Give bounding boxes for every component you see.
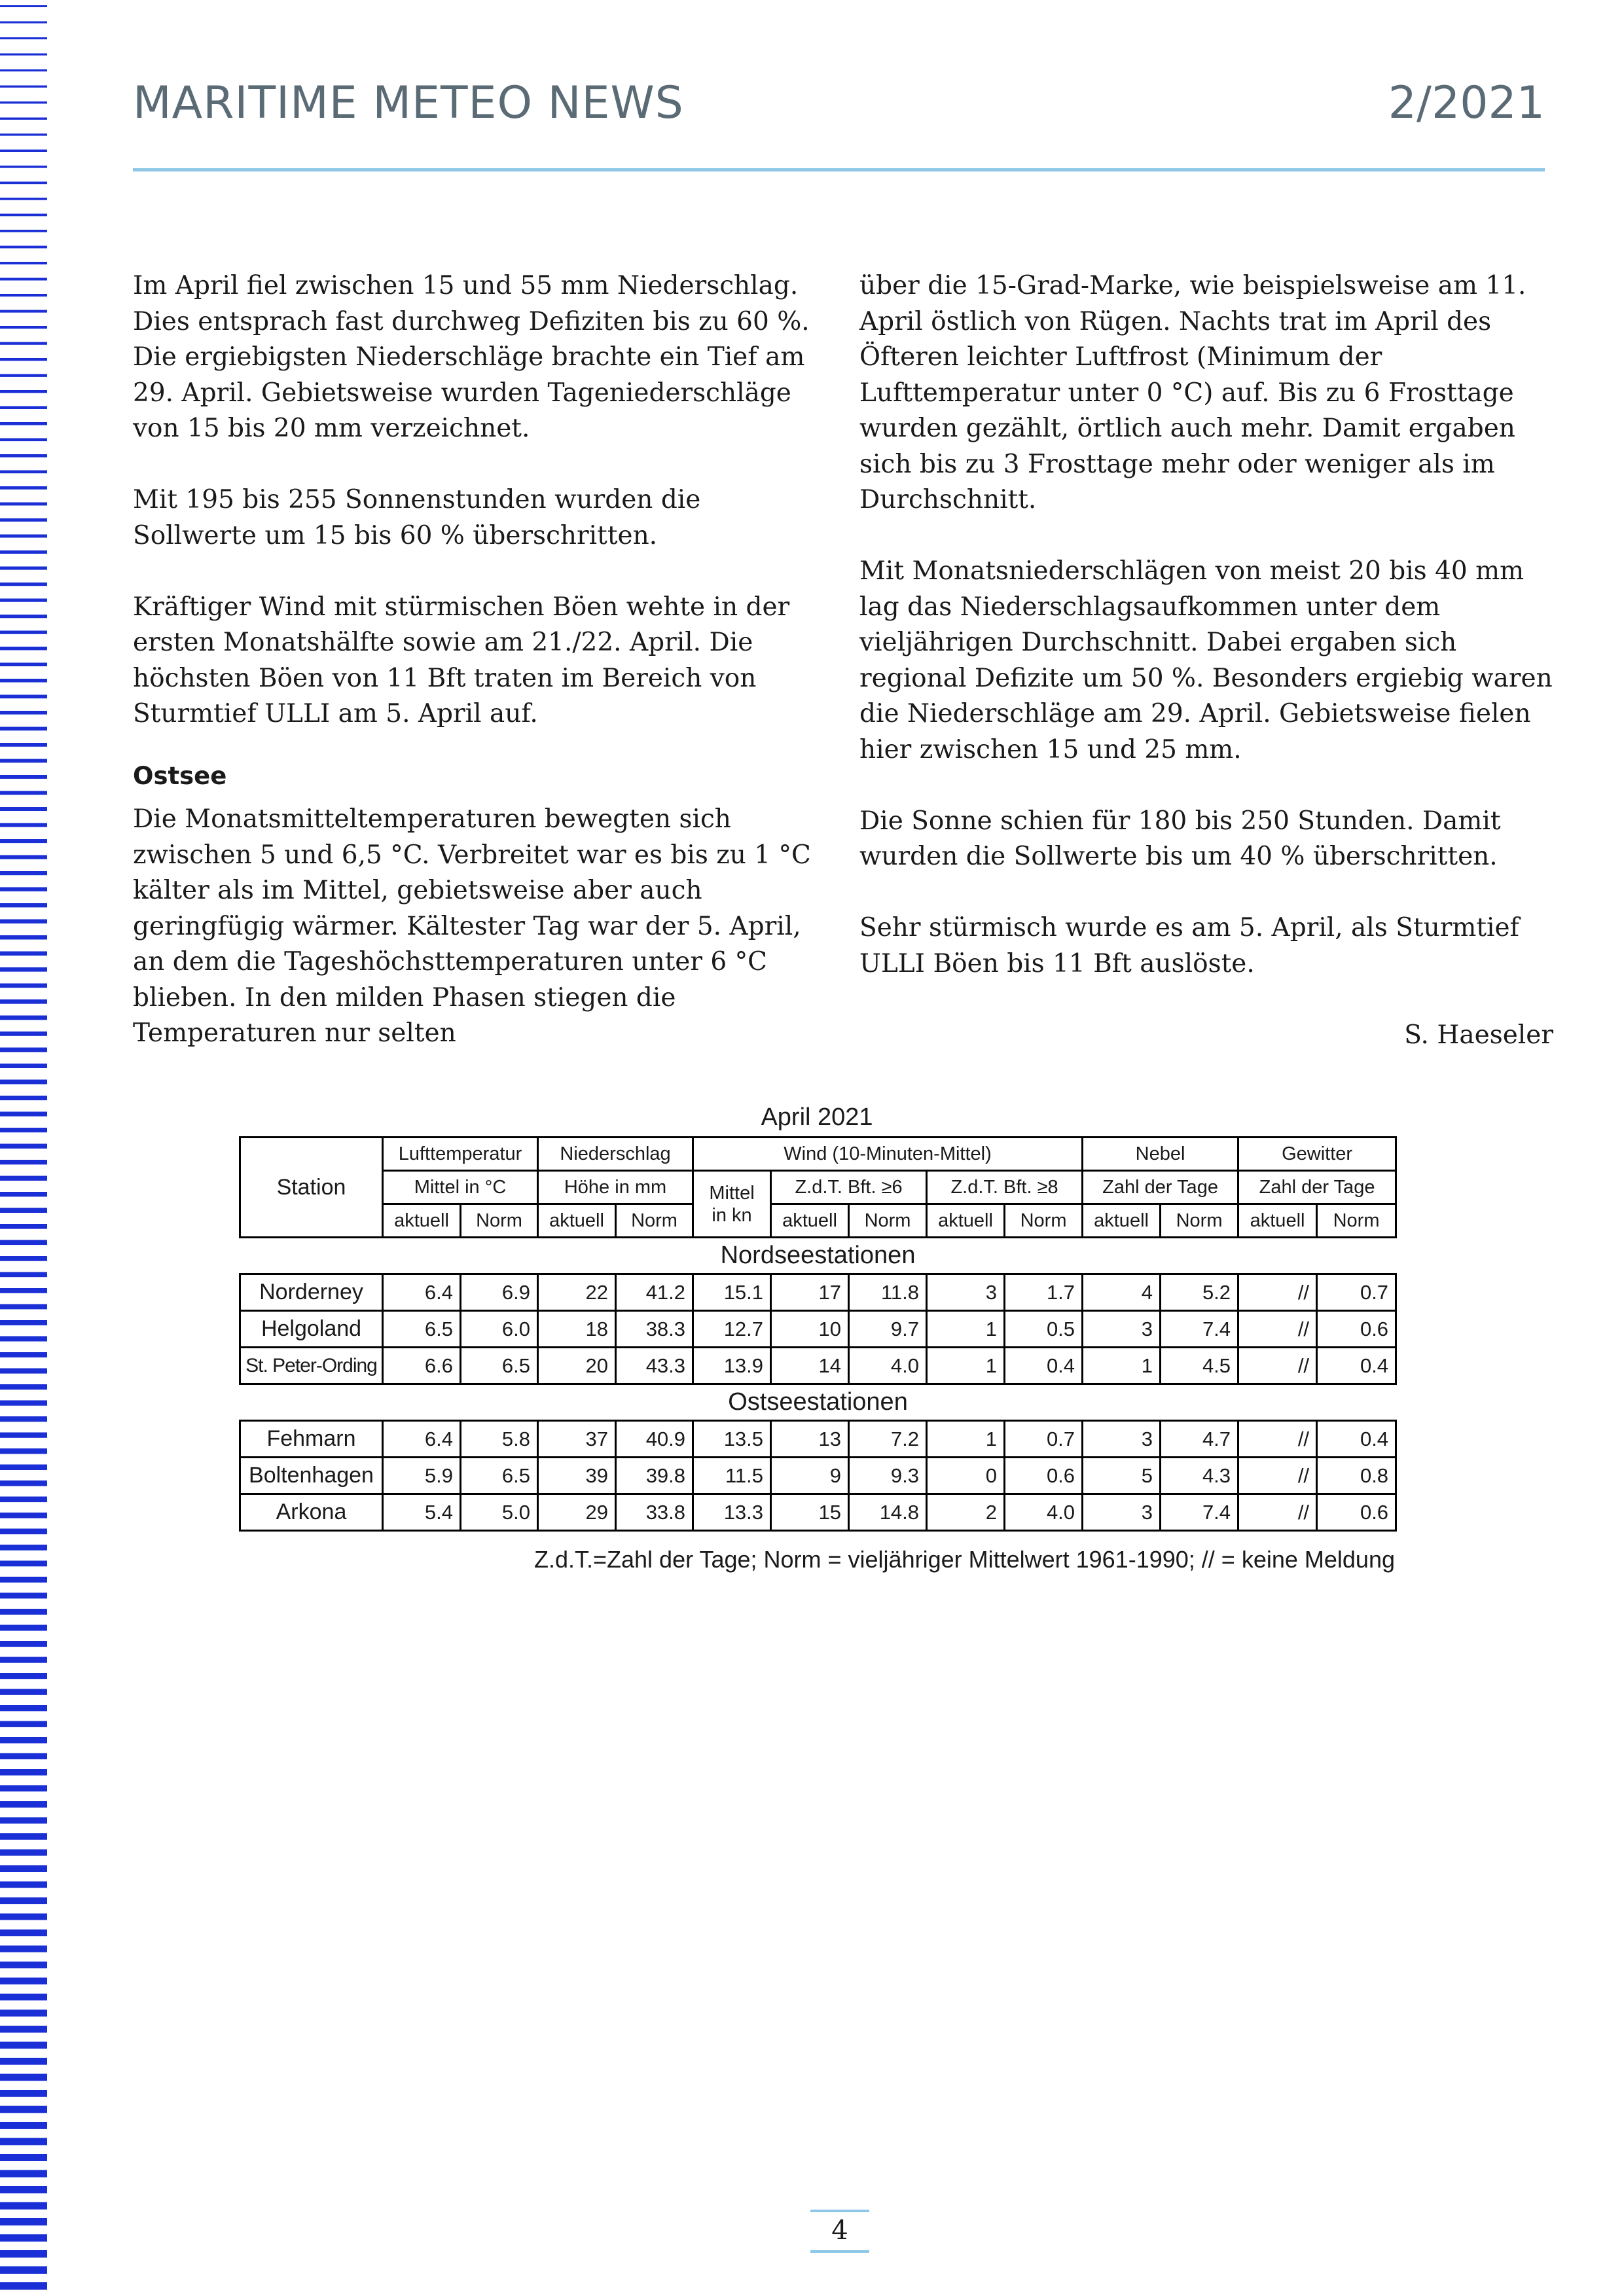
stripe-bar — [0, 903, 47, 907]
stripe-bar — [0, 2234, 47, 2242]
table-footnote: Z.d.T.=Zahl der Tage; Norm = vieljähriger Mittelwert 1961-1990; // = keine Meldung — [533, 1546, 1395, 1573]
author: S. Haeseler — [1404, 1020, 1553, 1050]
value-cell: 11.8 — [849, 1274, 927, 1311]
value-cell: 0.6 — [1005, 1458, 1083, 1494]
stripe-bar — [0, 278, 47, 281]
stripe-bar — [0, 1064, 47, 1068]
value-cell: 4 — [1083, 1274, 1161, 1311]
weather-table-block — [239, 1098, 1395, 1573]
stripe-bar — [0, 759, 47, 763]
table-row — [240, 1274, 1396, 1311]
stripe-bar — [0, 1080, 47, 1085]
header-mittel-c: Mittel in °C — [383, 1171, 538, 1204]
value-cell: 14.8 — [849, 1494, 927, 1531]
stripe-bar — [0, 118, 47, 120]
stripe-bar — [0, 2250, 47, 2257]
value-cell: 17 — [771, 1274, 849, 1311]
stripe-bar — [0, 374, 47, 377]
value-cell: // — [1238, 1348, 1317, 1384]
value-cell: 10 — [771, 1311, 849, 1348]
value-cell: 0.7 — [1317, 1274, 1396, 1311]
header-station: Station — [240, 1138, 383, 1238]
value-cell: 6.5 — [461, 1458, 538, 1494]
stripe-bar — [0, 1897, 47, 1904]
header-wind: Wind (10-Minuten-Mittel) — [693, 1138, 1083, 1171]
stripe-bar — [0, 54, 47, 56]
value-cell: 6.5 — [461, 1348, 538, 1384]
paragraph: Die Sonne schien für 180 bis 250 Stunden. Damit wurden die Sollwerte bis um 40 % überschritten. — [859, 806, 1501, 871]
stripe-bar — [0, 952, 47, 956]
stripe-bar — [0, 406, 47, 410]
value-cell: 0.7 — [1005, 1421, 1083, 1458]
stripe-bar — [0, 342, 47, 345]
header-zahl-gewitter: Zahl der Tage — [1238, 1171, 1396, 1204]
value-cell: 20 — [538, 1348, 616, 1384]
header-norm: Norm — [616, 1204, 693, 1238]
table-caption: April 2021 — [761, 1103, 873, 1131]
value-cell: 5 — [1083, 1458, 1161, 1494]
stripe-bar — [0, 166, 47, 168]
value-cell: 0.6 — [1317, 1494, 1396, 1531]
page-number — [810, 2212, 869, 2249]
paragraph: Sehr stürmisch wurde es am 5. April, als Sturmtief ULLI Böen bis 11 Bft auslöste. — [859, 913, 1519, 978]
value-cell: // — [1238, 1421, 1317, 1458]
stripe-bar — [0, 1561, 47, 1567]
header-hoehe: Höhe in mm — [538, 1171, 693, 1204]
value-cell: 6.5 — [383, 1311, 461, 1348]
header-rule — [133, 168, 1545, 171]
value-cell: 7.2 — [849, 1421, 927, 1458]
stripe-bar — [0, 1850, 47, 1856]
ostsee-rows — [240, 1421, 1396, 1531]
header-norm: Norm — [461, 1204, 538, 1238]
nordsee-rows — [240, 1274, 1396, 1384]
station-name-cell: Helgoland — [240, 1311, 383, 1348]
stripe-bar — [0, 1705, 47, 1711]
stripe-bar — [0, 535, 47, 538]
header-aktuell: aktuell — [538, 1204, 616, 1238]
stripe-bar — [0, 1818, 47, 1824]
value-cell: 4.0 — [1005, 1494, 1083, 1531]
stripe-bar — [0, 615, 47, 618]
value-cell: 38.3 — [616, 1311, 693, 1348]
header-norm: Norm — [1005, 1204, 1083, 1238]
stripe-bar — [0, 1657, 47, 1663]
station-name-cell: Fehmarn — [240, 1421, 383, 1458]
value-cell: 6.9 — [461, 1274, 538, 1311]
stripe-bar — [0, 1480, 47, 1486]
stripe-bar — [0, 1753, 47, 1760]
value-cell: 3 — [1083, 1421, 1161, 1458]
stripe-bar — [0, 599, 47, 602]
stripe-bar — [0, 150, 47, 152]
header-nebel: Nebel — [1083, 1138, 1238, 1171]
value-cell: 7.4 — [1161, 1311, 1238, 1348]
stripe-bar — [0, 935, 47, 940]
stripe-bar — [0, 567, 47, 570]
stripe-bar — [0, 1240, 47, 1246]
value-cell: 22 — [538, 1274, 616, 1311]
value-cell: 13.3 — [693, 1494, 771, 1531]
stripe-bar — [0, 439, 47, 442]
stripe-bar — [0, 1112, 47, 1117]
stripe-bar — [0, 1882, 47, 1888]
value-cell: 29 — [538, 1494, 616, 1531]
header-lufttemperatur: Lufttemperatur — [383, 1138, 538, 1171]
value-cell: 0.4 — [1317, 1421, 1396, 1458]
stripe-bar — [0, 1865, 47, 1872]
value-cell: 4.5 — [1161, 1348, 1238, 1384]
stripe-bar — [0, 1448, 47, 1454]
stripe-bar — [0, 422, 47, 425]
value-cell: 0.8 — [1317, 1458, 1396, 1494]
header-aktuell: aktuell — [927, 1204, 1005, 1238]
right-column — [859, 268, 1553, 1089]
stripe-bar — [0, 1320, 47, 1325]
header-zdt6: Z.d.T. Bft. ≥6 — [771, 1171, 927, 1204]
weather-table — [239, 1136, 1397, 1532]
section-row-nord — [240, 1238, 1396, 1274]
station-name-cell: Norderney — [240, 1274, 383, 1311]
stripe-bar — [0, 294, 47, 296]
header-aktuell: aktuell — [1238, 1204, 1317, 1238]
paragraph: Kräftiger Wind mit stürmischen Böen wehte in der ersten Monatshälfte sowie am 21./22. April. Die höchsten Böen von 11 Bft traten im Bereich von Sturmtief ULLI am 5. April auf. — [133, 592, 790, 728]
stripe-bar — [0, 839, 47, 843]
stripe-bar — [0, 1593, 47, 1599]
stripe-bar — [0, 310, 47, 313]
stripe-bar — [0, 37, 47, 39]
value-cell: 6.4 — [383, 1421, 461, 1458]
value-cell: 41.2 — [616, 1274, 693, 1311]
value-cell: 37 — [538, 1421, 616, 1458]
value-cell: 4.7 — [1161, 1421, 1238, 1458]
stripe-bar — [0, 1978, 47, 1984]
value-cell: 18 — [538, 1311, 616, 1348]
stripe-bar — [0, 1513, 47, 1518]
stripe-bar — [0, 1304, 47, 1310]
stripe-bar — [0, 2122, 47, 2129]
stripe-bar — [0, 262, 47, 264]
stripe-bar — [0, 1577, 47, 1583]
stripe-bar — [0, 1160, 47, 1164]
stripe-bar — [0, 2282, 47, 2290]
stripe-bar — [0, 390, 47, 393]
stripe-bar — [0, 1224, 47, 1229]
stripe-bar — [0, 230, 47, 232]
stripe-bar — [0, 1721, 47, 1727]
stripe-bar — [0, 1609, 47, 1615]
stripe-bar — [0, 2074, 47, 2081]
value-cell: 0.6 — [1317, 1311, 1396, 1348]
header-mittel-kn: Mittel in kn — [693, 1171, 771, 1238]
value-cell: 14 — [771, 1348, 849, 1384]
section-heading-ostsee: Ostsee — [133, 761, 227, 790]
value-cell: 5.2 — [1161, 1274, 1238, 1311]
header-niederschlag: Niederschlag — [538, 1138, 693, 1171]
header-aktuell: aktuell — [771, 1204, 849, 1238]
stripe-bar — [0, 454, 47, 457]
header-row-3 — [240, 1204, 1396, 1238]
stripe-bar — [0, 1785, 47, 1792]
value-cell: 1.7 — [1005, 1274, 1083, 1311]
station-name-cell: Boltenhagen — [240, 1458, 383, 1494]
stripe-bar — [0, 1689, 47, 1695]
stripe-bar — [0, 631, 47, 634]
stripe-bar — [0, 1031, 47, 1036]
section-label-ostsee: Ostseestationen — [728, 1388, 908, 1416]
stripe-bar — [0, 855, 47, 859]
stripe-bar — [0, 69, 47, 71]
section-label-nordsee: Nordseestationen — [720, 1242, 916, 1269]
value-cell: 13 — [771, 1421, 849, 1458]
stripe-bar — [0, 920, 47, 924]
stripe-bar — [0, 888, 47, 891]
stripe-bar — [0, 695, 47, 699]
stripe-bar — [0, 871, 47, 875]
value-cell: 5.4 — [383, 1494, 461, 1531]
table-row — [240, 1348, 1396, 1384]
section-row-ost — [240, 1384, 1396, 1421]
header-norm: Norm — [1161, 1204, 1238, 1238]
value-cell: // — [1238, 1458, 1317, 1494]
stripe-bar — [0, 2154, 47, 2161]
stripe-bar — [0, 967, 47, 972]
stripe-bar — [0, 1769, 47, 1776]
stripe-bar — [0, 1929, 47, 1936]
table-row — [240, 1458, 1396, 1494]
value-cell: 43.3 — [616, 1348, 693, 1384]
value-cell: 3 — [1083, 1311, 1161, 1348]
table-row — [240, 1311, 1396, 1348]
value-cell: // — [1238, 1494, 1317, 1531]
header-aktuell: aktuell — [383, 1204, 461, 1238]
value-cell: 39 — [538, 1458, 616, 1494]
stripe-bar — [0, 711, 47, 715]
stripe-bar — [0, 2202, 47, 2210]
stripe-bar — [0, 1416, 47, 1422]
stripe-bar — [0, 583, 47, 586]
value-cell: 0.5 — [1005, 1311, 1083, 1348]
stripe-bar — [0, 1737, 47, 1744]
stripe-bar — [0, 1352, 47, 1357]
stripe-bar — [0, 471, 47, 474]
header-title: MARITIME METEO NEWS — [133, 77, 684, 129]
value-cell: 6.0 — [461, 1311, 538, 1348]
value-cell: 2 — [927, 1494, 1005, 1531]
paragraph: Mit 195 bis 255 Sonnenstunden wurden die Sollwerte um 15 bis 60 % überschritten. — [133, 485, 701, 550]
stripe-bar — [0, 182, 47, 185]
value-cell: 6.6 — [383, 1348, 461, 1384]
station-name-cell: Arkona — [240, 1494, 383, 1531]
stripe-bar — [0, 1962, 47, 1968]
stripe-bar — [0, 999, 47, 1004]
header-norm: Norm — [849, 1204, 927, 1238]
header-norm: Norm — [1317, 1204, 1396, 1238]
value-cell: 0 — [927, 1458, 1005, 1494]
stripe-bar — [0, 2042, 47, 2049]
stripe-bar — [0, 1545, 47, 1551]
stripe-bar — [0, 1433, 47, 1438]
value-cell: 5.9 — [383, 1458, 461, 1494]
stripe-bar — [0, 1192, 47, 1196]
value-cell: 4.3 — [1161, 1458, 1238, 1494]
stripe-bar — [0, 358, 47, 361]
table-row — [240, 1494, 1396, 1531]
value-cell: 39.8 — [616, 1458, 693, 1494]
value-cell: 9.3 — [849, 1458, 927, 1494]
left-column — [133, 268, 827, 1052]
stripe-bar — [0, 5, 47, 7]
page-number-rule-bottom — [810, 2250, 869, 2253]
value-cell: 33.8 — [616, 1494, 693, 1531]
value-cell: 4.0 — [849, 1348, 927, 1384]
stripe-bar — [0, 679, 47, 683]
stripe-bar — [0, 1625, 47, 1631]
stripe-bar — [0, 2170, 47, 2178]
stripe-bar — [0, 791, 47, 795]
header-gewitter: Gewitter — [1238, 1138, 1396, 1171]
stripe-bar — [0, 1288, 47, 1293]
stripe-bar — [0, 807, 47, 811]
stripe-bar — [0, 503, 47, 506]
value-cell: 3 — [927, 1274, 1005, 1311]
stripe-bar — [0, 2106, 47, 2113]
stripe-bar — [0, 727, 47, 731]
stripe-bar — [0, 1144, 47, 1149]
value-cell: 1 — [927, 1311, 1005, 1348]
value-cell: 0.4 — [1317, 1348, 1396, 1384]
stripe-bar — [0, 550, 47, 554]
value-cell: 5.8 — [461, 1421, 538, 1458]
table-row — [240, 1421, 1396, 1458]
value-cell: 15 — [771, 1494, 849, 1531]
value-cell: 15.1 — [693, 1274, 771, 1311]
stripe-bar — [0, 1401, 47, 1406]
value-cell: 5.0 — [461, 1494, 538, 1531]
stripe-bar — [0, 86, 47, 88]
stripe-bar — [0, 1641, 47, 1647]
value-cell: 13.9 — [693, 1348, 771, 1384]
page-number-rule-top — [810, 2210, 869, 2212]
stripe-bar — [0, 2267, 47, 2274]
stripe-bar — [0, 1529, 47, 1535]
stripe-bar — [0, 2026, 47, 2033]
value-cell: 11.5 — [693, 1458, 771, 1494]
stripe-bar — [0, 823, 47, 827]
stripe-bar — [0, 1208, 47, 1213]
paragraph: über die 15-Grad-Marke, wie beispielsweise am 11. April östlich von Rügen. Nachts trat im April des Öfteren leichter Luftfrost (Minimum der Lufttemperatur unter 0 °C) auf. Bis zu 6 Frosttage wurden gezählt, örtlich auch mehr. Damit ergaben sich bis zu 3 Frosttage mehr oder weniger als im Durchschnitt. — [859, 271, 1526, 514]
stripe-bar — [0, 1096, 47, 1100]
stripe-bar — [0, 743, 47, 747]
stripe-bar — [0, 1994, 47, 2000]
station-name-cell: St. Peter-Ording — [240, 1348, 383, 1384]
stripe-bar — [0, 1673, 47, 1679]
value-cell: 1 — [927, 1421, 1005, 1458]
stripe-bar — [0, 1465, 47, 1471]
value-cell: 9 — [771, 1458, 849, 1494]
stripe-bar — [0, 1128, 47, 1132]
stripe-bar — [0, 1272, 47, 1278]
value-cell: 6.4 — [383, 1274, 461, 1311]
stripe-bar — [0, 1833, 47, 1840]
stripe-bar — [0, 1336, 47, 1342]
stripe-bar — [0, 2186, 47, 2193]
value-cell: 12.7 — [693, 1311, 771, 1348]
stripe-bar — [0, 214, 47, 217]
page-number-text: 4 — [831, 2215, 848, 2246]
stripe-bar — [0, 1369, 47, 1374]
value-cell: 13.5 — [693, 1421, 771, 1458]
edge-stripe-decoration — [0, 0, 47, 2296]
header-row-2 — [240, 1171, 1396, 1204]
value-cell: 1 — [1083, 1348, 1161, 1384]
stripe-bar — [0, 663, 47, 667]
stripe-bar — [0, 101, 47, 103]
stripe-bar — [0, 2218, 47, 2225]
header-zdt8: Z.d.T. Bft. ≥8 — [927, 1171, 1083, 1204]
header-issue: 2/2021 — [1388, 77, 1545, 129]
stripe-graphic — [0, 0, 47, 2296]
stripe-bar — [0, 1048, 47, 1052]
stripe-bar — [0, 1946, 47, 1952]
stripe-bar — [0, 518, 47, 522]
value-cell: 7.4 — [1161, 1494, 1238, 1531]
value-cell: 0.4 — [1005, 1348, 1083, 1384]
stripe-bar — [0, 326, 47, 329]
value-cell: 3 — [1083, 1494, 1161, 1531]
paragraph: Mit Monatsniederschlägen von meist 20 bis 40 mm lag das Niederschlagsaufkommen unter dem vieljährigen Durchschnitt. Dabei ergaben sich regional Defizite um 50 %. Besonders ergiebig waren die Niederschläge am 29. April. Gebietsweise fielen hier zwischen 15 und 25 mm. — [859, 556, 1553, 764]
stripe-bar — [0, 198, 47, 200]
stripe-bar — [0, 1256, 47, 1261]
value-cell: // — [1238, 1274, 1317, 1311]
header-zahl-nebel: Zahl der Tage — [1083, 1171, 1238, 1204]
value-cell: // — [1238, 1311, 1317, 1348]
stripe-bar — [0, 2010, 47, 2017]
stripe-bar — [0, 775, 47, 779]
stripe-bar — [0, 2138, 47, 2145]
value-cell: 9.7 — [849, 1311, 927, 1348]
stripe-bar — [0, 1801, 47, 1808]
header-row-1 — [240, 1138, 1396, 1171]
stripe-bar — [0, 486, 47, 490]
value-cell: 1 — [927, 1348, 1005, 1384]
paragraph: Im April fiel zwischen 15 und 55 mm Niederschlag. Dies entsprach fast durchweg Defiziten bis zu 60 %. Die ergiebigsten Niederschläge brachte ein Tief am 29. April. Gebietsweise wurden Tageniederschläge von 15 bis 20 mm verzeichnet. — [133, 271, 810, 443]
stripe-bar — [0, 647, 47, 650]
stripe-bar — [0, 984, 47, 988]
stripe-bar — [0, 22, 47, 24]
stripe-bar — [0, 1497, 47, 1503]
stripe-bar — [0, 1176, 47, 1181]
paragraph: Die Monatsmitteltemperaturen bewegten sich zwischen 5 und 6,5 °C. Verbreitet war es bis zu 1 °C kälter als im Mittel, gebietsweise aber auch geringfügig wärmer. Kältester Tag war der 5. April, an dem die Tageshöchsttemperaturen unter 6 °C blieben. In den milden Phasen stiegen die Temperaturen nur selten — [133, 804, 811, 1048]
stripe-bar — [0, 2058, 47, 2065]
stripe-bar — [0, 1914, 47, 1920]
stripe-bar — [0, 1016, 47, 1020]
value-cell: 40.9 — [616, 1421, 693, 1458]
stripe-bar — [0, 1384, 47, 1390]
stripe-bar — [0, 2090, 47, 2097]
stripe-bar — [0, 246, 47, 249]
header-aktuell: aktuell — [1083, 1204, 1161, 1238]
stripe-bar — [0, 134, 47, 136]
